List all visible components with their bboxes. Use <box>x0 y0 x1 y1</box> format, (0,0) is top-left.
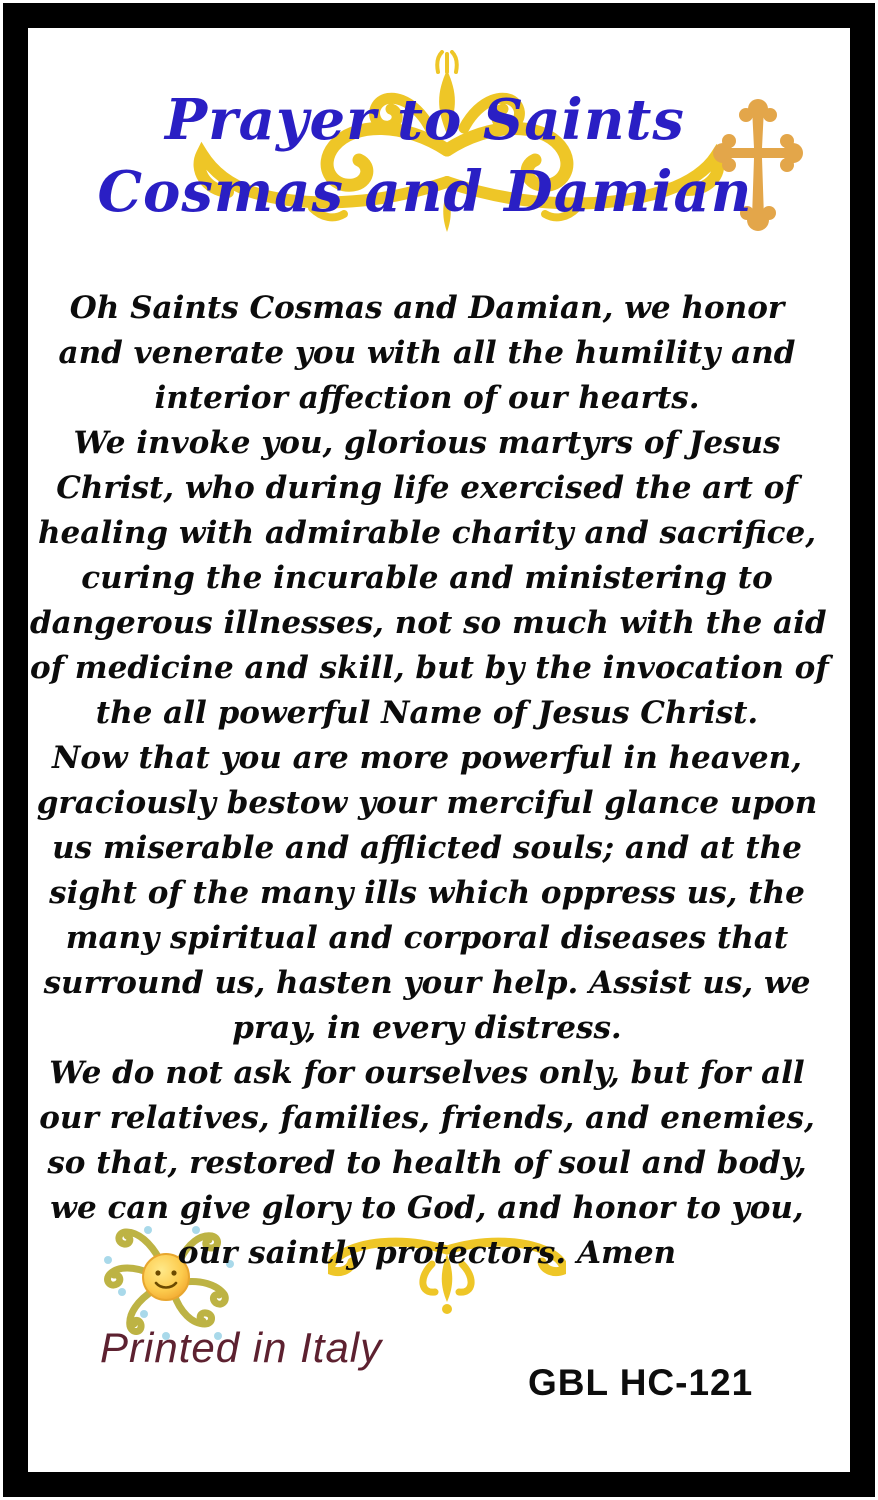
prayer-line: our relatives, families, friends, and enemies, <box>39 1100 815 1136</box>
prayer-line: we can give glory to God, and honor to you, <box>50 1190 804 1226</box>
prayer-line: and venerate you with all the humility and <box>58 335 796 371</box>
prayer-line: of medicine and skill, but by the invocation of <box>30 650 829 686</box>
prayer-line: dangerous illnesses, not so much with the aid <box>30 605 827 641</box>
prayer-line: Christ, who during life exercised the art of <box>56 470 798 506</box>
prayer-line: healing with admirable charity and sacrifice, <box>37 515 817 551</box>
title-block <box>28 84 822 228</box>
prayer-line: We invoke you, glorious martyrs of Jesus <box>73 425 781 461</box>
prayer-line: sight of the many ills which oppress us, the <box>49 875 805 911</box>
prayer-line: graciously bestow your merciful glance upon <box>36 785 818 821</box>
prayer-line: the all powerful Name of Jesus Christ. <box>95 695 759 731</box>
prayer-line: Now that you are more powerful in heaven, <box>52 740 802 776</box>
prayer-line: many spiritual and corporal diseases that <box>65 920 789 956</box>
prayer-line: interior affection of our hearts. <box>154 380 700 416</box>
prayer-line: surround us, hasten your help. Assist us, we <box>43 965 811 1001</box>
printed-in-italy-label: Printed in Italy <box>100 1324 383 1371</box>
prayer-line: our saintly protectors. Amen <box>177 1235 677 1271</box>
prayer-line: so that, restored to health of soul and body, <box>47 1145 807 1181</box>
prayer-line: curing the incurable and ministering to <box>81 560 773 596</box>
product-code-label: GBL HC-121 <box>528 1362 754 1403</box>
page-title-line2: Cosmas and Damian <box>97 159 753 225</box>
prayer-text <box>30 286 829 1276</box>
prayer-line: We do not ask for ourselves only, but for all <box>49 1055 805 1091</box>
page-title-line1: Prayer to Saints <box>165 87 685 153</box>
prayer-line: pray, in every distress. <box>232 1010 622 1046</box>
prayer-line: Oh Saints Cosmas and Damian, we honor <box>69 290 785 326</box>
prayer-line: us miserable and afflicted souls; and at the <box>52 830 802 866</box>
